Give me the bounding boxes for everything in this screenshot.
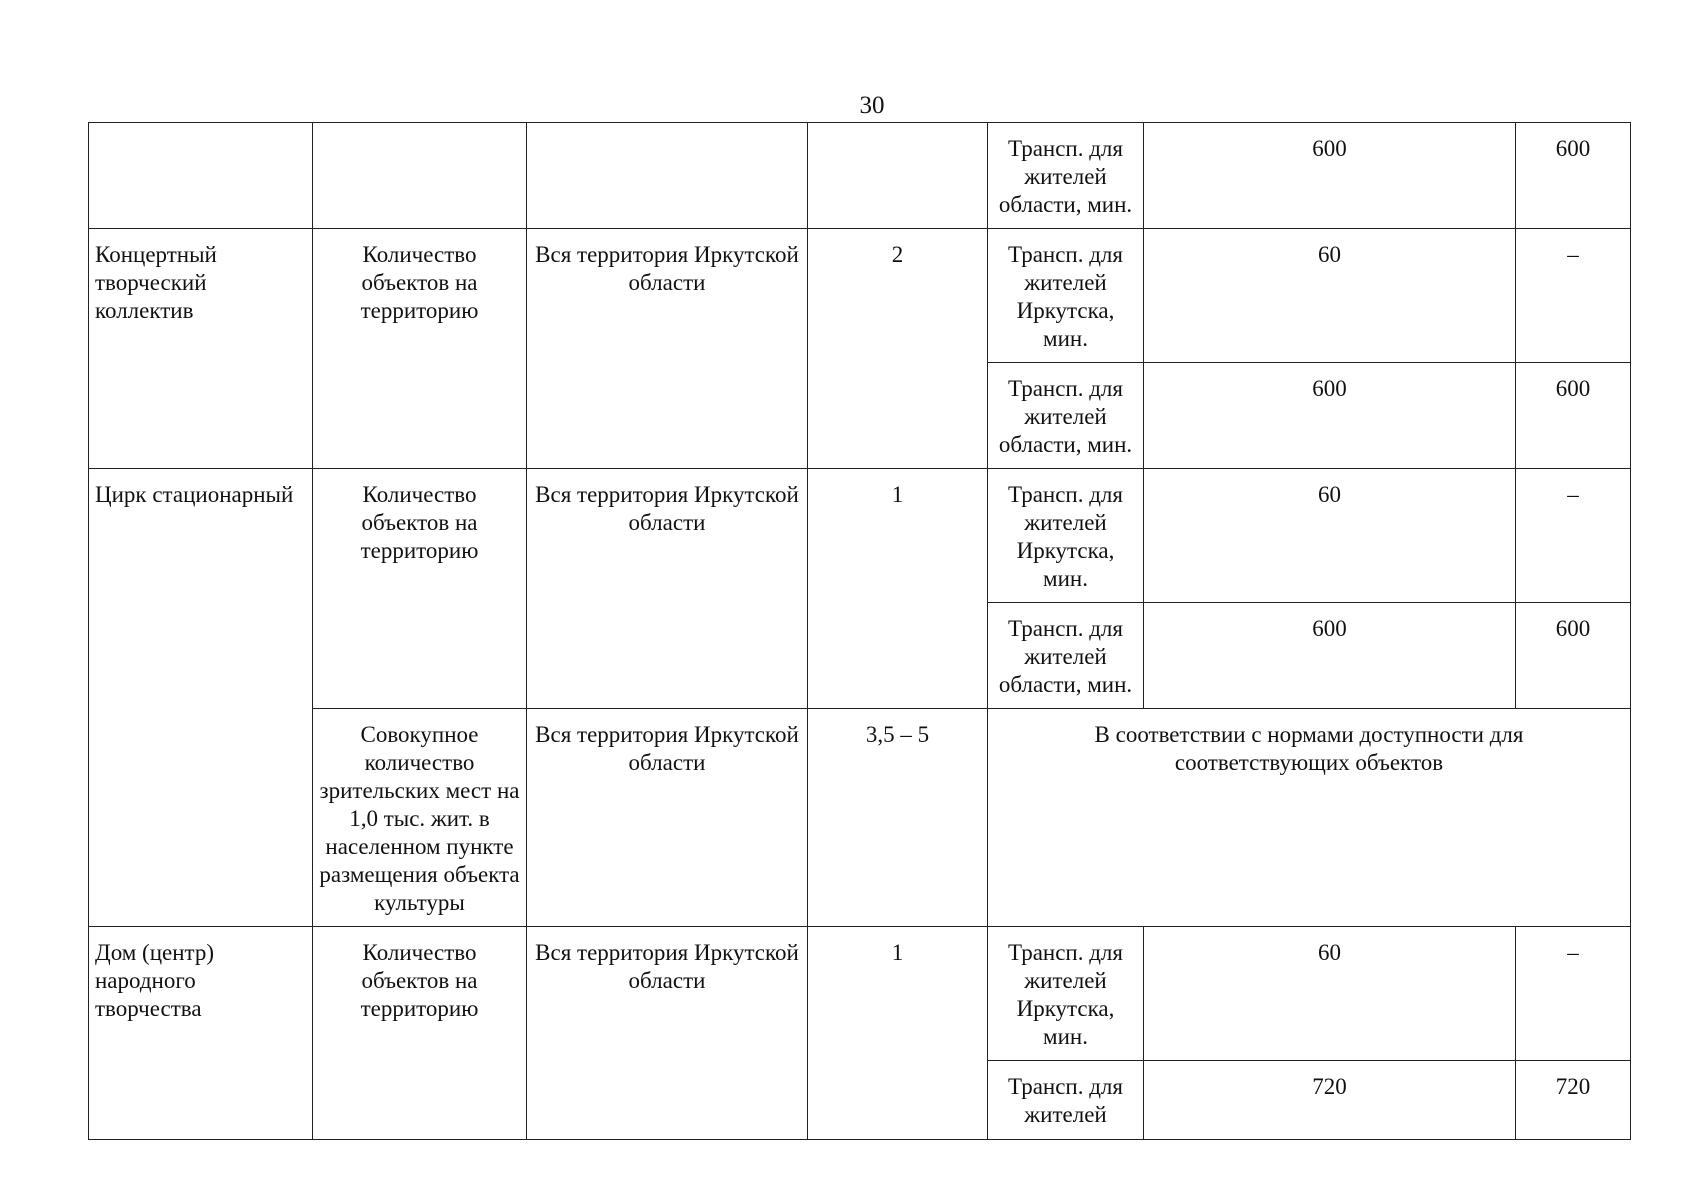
value-secondary: –: [1516, 927, 1631, 1061]
cell-empty: [89, 123, 313, 229]
object-name: Концертный творческий коллектив: [89, 229, 313, 469]
accessibility-note-text: В соответствии с нормами доступности для соответствующих объектов: [1094, 722, 1524, 775]
indicator-name: Количество объектов на территорию: [313, 469, 527, 709]
transport-mode-irkutsk: Трансп. для жителей Иркутска, мин.: [988, 229, 1144, 363]
norms-table: [88, 122, 1631, 1140]
indicator-name: Совокупное количество зрительских мест на 1,0 тыс. жит. в населенном пункте размещения объекта культуры: [313, 709, 527, 927]
indicator-name: Количество объектов на территорию: [313, 229, 527, 469]
table-row-house: [89, 927, 1631, 1061]
territory: Вся территория Иркутской области: [527, 229, 808, 469]
value-primary: 600: [1144, 123, 1516, 229]
transport-mode-oblast: Трансп. для жителей области, мин.: [988, 603, 1144, 709]
transport-mode-oblast: Трансп. для жителей области, мин.: [988, 363, 1144, 469]
transport-mode-oblast: Трансп. для жителей области, мин.: [988, 123, 1144, 229]
value-secondary: 600: [1516, 363, 1631, 469]
table-row-circus-seats: [89, 709, 1631, 927]
territory: Вся территория Иркутской области: [527, 469, 808, 709]
value-secondary: –: [1516, 469, 1631, 603]
value-primary: 600: [1144, 363, 1516, 469]
object-name: Дом (центр) народного творчества: [89, 927, 313, 1140]
value-primary: 60: [1144, 229, 1516, 363]
accessibility-note: [988, 709, 1631, 927]
value-primary: 720: [1144, 1061, 1516, 1140]
territory: Вся территория Иркутской области: [527, 927, 808, 1140]
norm-value: 1: [808, 927, 988, 1140]
value-secondary: 600: [1516, 123, 1631, 229]
table-row-continuation: [89, 123, 1631, 229]
norm-value: 2: [808, 229, 988, 469]
value-primary: 60: [1144, 927, 1516, 1061]
table-row-concert: [89, 229, 1631, 363]
page-number: 30: [859, 92, 885, 119]
transport-mode-partial: Трансп. для жителей: [988, 1061, 1144, 1140]
object-name: Цирк стационарный: [89, 469, 313, 927]
value-primary: 60: [1144, 469, 1516, 603]
norm-value: 1: [808, 469, 988, 709]
value-secondary: –: [1516, 229, 1631, 363]
norm-value: 3,5 – 5: [808, 709, 988, 927]
cell-empty: [808, 123, 988, 229]
value-secondary: 720: [1516, 1061, 1631, 1140]
cell-empty: [313, 123, 527, 229]
transport-mode-irkutsk: Трансп. для жителей Иркутска, мин.: [988, 469, 1144, 603]
territory: Вся территория Иркутской области: [527, 709, 808, 927]
transport-mode-irkutsk: Трансп. для жителей Иркутска, мин.: [988, 927, 1144, 1061]
value-secondary: 600: [1516, 603, 1631, 709]
table-row-circus: [89, 469, 1631, 603]
value-primary: 600: [1144, 603, 1516, 709]
indicator-name: Количество объектов на территорию: [313, 927, 527, 1140]
cell-empty: [527, 123, 808, 229]
